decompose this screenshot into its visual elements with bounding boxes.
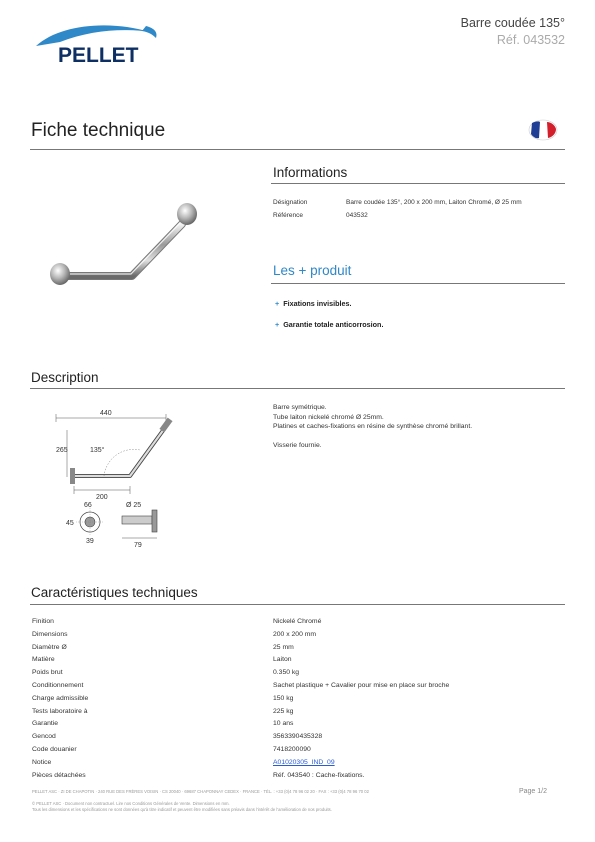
spec-label: Poids brut <box>32 669 63 677</box>
spec-label: Garantie <box>32 720 59 728</box>
description-line: Visserie fournie. <box>273 442 322 449</box>
spec-row <box>32 644 572 657</box>
pellet-logo <box>30 18 180 68</box>
france-flag-icon <box>528 119 558 141</box>
benefits-divider <box>271 283 565 284</box>
spec-label: Conditionnement <box>32 682 84 689</box>
spec-label: Dimensions <box>32 630 68 638</box>
product-benefits-title: Les + produit <box>273 263 352 278</box>
dim-width: 440 <box>100 410 112 417</box>
info-value: Barre coudée 135°, 200 x 200 mm, Laiton Chromé, Ø 25 mm <box>346 199 522 206</box>
benefit-item <box>275 320 383 329</box>
spec-label: Notice <box>32 758 52 766</box>
informations-title: Informations <box>273 165 348 180</box>
description-line: Tube laiton nickelé chromé Ø 25mm. <box>273 413 384 421</box>
spec-label: Code douanier <box>32 746 77 753</box>
spec-value: Réf. 043540 : Cache-fixations. <box>273 771 365 779</box>
spec-value: 200 x 200 mm <box>273 630 317 638</box>
product-reference: Réf. 043532 <box>496 33 565 47</box>
spec-row <box>32 656 572 669</box>
spec-label: Pièces détachées <box>32 771 86 779</box>
benefit-item <box>275 299 352 308</box>
specs-title: Caractéristiques techniques <box>31 585 198 600</box>
dim-depth: 79 <box>134 542 142 549</box>
spec-value: Laiton <box>273 656 292 664</box>
description-title: Description <box>31 370 99 385</box>
spec-row <box>32 669 572 682</box>
spec-value: Sachet plastique + Cavalier pour mise en place sur broche <box>273 682 450 689</box>
plus-icon: + <box>275 299 280 308</box>
spec-row <box>32 708 572 721</box>
spec-value: 225 kg <box>273 707 294 715</box>
benefit-text: Garantie totale anticorrosion. <box>283 320 384 329</box>
spec-label: Gencod <box>32 733 56 741</box>
spec-label: Finition <box>32 618 54 625</box>
dim-diameter: Ø 25 <box>126 502 142 509</box>
description-line: Platines et caches-fixations en résine de synthèse chromé brillant. <box>273 423 473 430</box>
spec-value: 10 ans <box>273 720 294 728</box>
spec-value: 0.350 kg <box>273 669 300 677</box>
product-name: Barre coudée 135° <box>460 16 565 30</box>
spec-label: Charge admissible <box>32 694 89 702</box>
spec-value: 3563390435328 <box>273 733 323 741</box>
info-label: Désignation <box>273 199 308 206</box>
product-photo <box>40 190 210 300</box>
spec-row <box>32 631 572 644</box>
title-divider <box>30 149 565 150</box>
spec-value: 7418200090 <box>273 746 311 753</box>
spec-label: Diamètre Ø <box>32 643 67 651</box>
spec-row <box>32 720 572 733</box>
footer-address: PELLET ASC · ZI DE CHAPOTIN · 240 RUE DES FRÈRES VOISIN · CS 20040 · 69687 CHAPONNAY CEDEX · FRANCE · TÉL. : +33 (0)4 78 96 02 20 · FAX : +33 (0)4 78 96 70 02 <box>32 789 369 794</box>
spec-row <box>32 746 572 759</box>
description-text <box>273 403 563 451</box>
info-value: 043532 <box>346 211 368 219</box>
description-divider <box>30 388 565 389</box>
benefit-text: Fixations invisibles. <box>283 299 352 308</box>
info-row <box>273 197 573 210</box>
spec-row <box>32 618 572 631</box>
brand-name: PELLET <box>58 44 139 67</box>
technical-drawing <box>40 400 220 550</box>
spec-row <box>32 733 572 746</box>
informations-divider <box>271 183 565 184</box>
dim-height: 265 <box>56 447 68 454</box>
plus-icon: + <box>275 320 280 329</box>
spec-row <box>32 695 572 708</box>
page-number: Page 1/2 <box>518 788 547 795</box>
dim-plate-h: 45 <box>66 520 74 527</box>
spec-label: Tests laboratoire à <box>32 707 88 715</box>
dim-angle: 135° <box>90 447 105 454</box>
spec-value: Nickelé Chromé <box>273 618 322 625</box>
spec-row <box>32 772 572 785</box>
footer-disclaimer: Tous les dimensions et les spécifications ne sont données qu'à titre indicatif et peuvent être modifiées sans préavis dans l'intérêt de l'amélioration de nos produits. <box>32 807 332 812</box>
description-line: Barre symétrique. <box>273 404 327 411</box>
page-title: Fiche technique <box>31 120 166 141</box>
info-row <box>273 210 573 223</box>
specs-table <box>32 618 572 788</box>
spec-value: 150 kg <box>273 694 294 702</box>
notice-link[interactable]: A01020305_IND_09 <box>273 758 335 766</box>
specs-divider <box>30 604 565 605</box>
spec-label: Matière <box>32 656 55 664</box>
footer-copyright: © PELLET ASC · Document non contractuel. Lire nos Conditions Générales de Vente. Dimensions en mm. <box>32 801 230 806</box>
dim-plate-small: 39 <box>86 538 94 545</box>
informations-table <box>273 197 573 223</box>
dim-base: 200 <box>96 494 108 501</box>
spec-row <box>32 759 572 772</box>
spec-value: 25 mm <box>273 643 294 651</box>
info-label: Référence <box>273 211 303 219</box>
spec-row <box>32 682 572 695</box>
dim-plate: 66 <box>84 502 92 509</box>
description-line <box>273 432 563 442</box>
